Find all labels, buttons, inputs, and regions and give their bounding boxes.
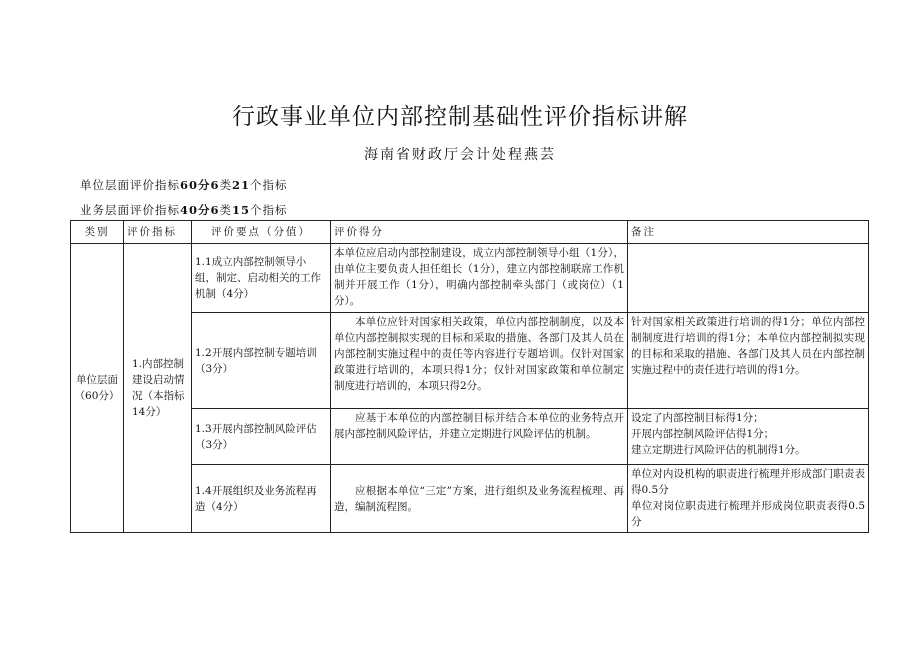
note-cell	[628, 244, 869, 313]
evaluation-table	[70, 220, 869, 533]
point-cell: 1.2开展内部控制专题培训（3分）	[192, 313, 331, 409]
score-cell: 本单位应启动内部控制建设，成立内部控制领导小组（1分），由单位主要负责人担任组长（1分），建立内部控制联席工作机制并开展工作（1分），明确内部控制牵头部门（或岗位）（1分）。	[331, 244, 628, 313]
header-indicator: 评价指标	[124, 221, 192, 244]
table-header-row	[71, 221, 869, 244]
document-title: 行政事业单位内部控制基础性评价指标讲解	[232, 104, 688, 130]
note-line: 建立定期进行风险评估的机制得1分。	[631, 444, 806, 456]
point-cell: 1.3开展内部控制风险评估（3分）	[192, 409, 331, 465]
header-category: 类别	[71, 221, 124, 244]
table-row	[71, 244, 869, 313]
header-point: 评价要点（分值）	[192, 221, 331, 244]
point-cell: 1.4开展组织及业务流程再造（4分）	[192, 465, 331, 533]
category-cell: 单位层面（60分）	[71, 244, 124, 533]
unit-level-summary: 单位层面评价指标60分6类21个指标	[80, 178, 288, 192]
note-line: 开展内部控制风险评估得1分；	[631, 428, 775, 440]
score-cell: 本单位应针对国家相关政策，单位内部控制制度，以及本单位内部控制拟实现的目标和采取的措施、各部门及其人员在内部控制实施过程中的责任等内容进行专题培训。仅针对国家政策进行培训的，本项只得1分；仅针对国家政策和单位制定制度进行培训的，本项只得2分。	[331, 313, 628, 409]
point-cell: 1.1成立内部控制领导小组，制定、启动相关的工作机制（4分）	[192, 244, 331, 313]
note-line: 单位对内设机构的职责进行梳理并形成部门职责表得0.5分	[631, 468, 865, 496]
header-score: 评价得分	[331, 221, 628, 244]
note-cell	[628, 409, 869, 465]
document-subtitle: 海南省财政厅会计处程燕芸	[364, 147, 556, 163]
note-line: 设定了内部控制目标得1分；	[631, 412, 764, 424]
note-line: 单位对岗位职责进行梳理并形成岗位职责表得0.5分	[631, 500, 865, 528]
score-cell: 应基于本单位的内部控制目标并结合本单位的业务特点开展内部控制风险评估，并建立定期进行风险评估的机制。	[331, 409, 628, 465]
business-level-summary: 业务层面评价指标40分6类15个指标	[80, 203, 288, 217]
note-cell: 针对国家相关政策进行培训的得1分；单位内部控制制度进行培训的得1分；本单位内部控制拟实现的目标和采取的措施、各部门及其人员在内部控制实施过程中的责任进行培训的得1分。	[628, 313, 869, 409]
note-cell	[628, 465, 869, 533]
score-cell: 应根据本单位“三定”方案，进行组织及业务流程梳理、再造，编制流程图。	[331, 465, 628, 533]
indicator-cell: 1.内部控制建设启动情况（本指标14分）	[124, 244, 192, 533]
header-note: 备注	[628, 221, 869, 244]
